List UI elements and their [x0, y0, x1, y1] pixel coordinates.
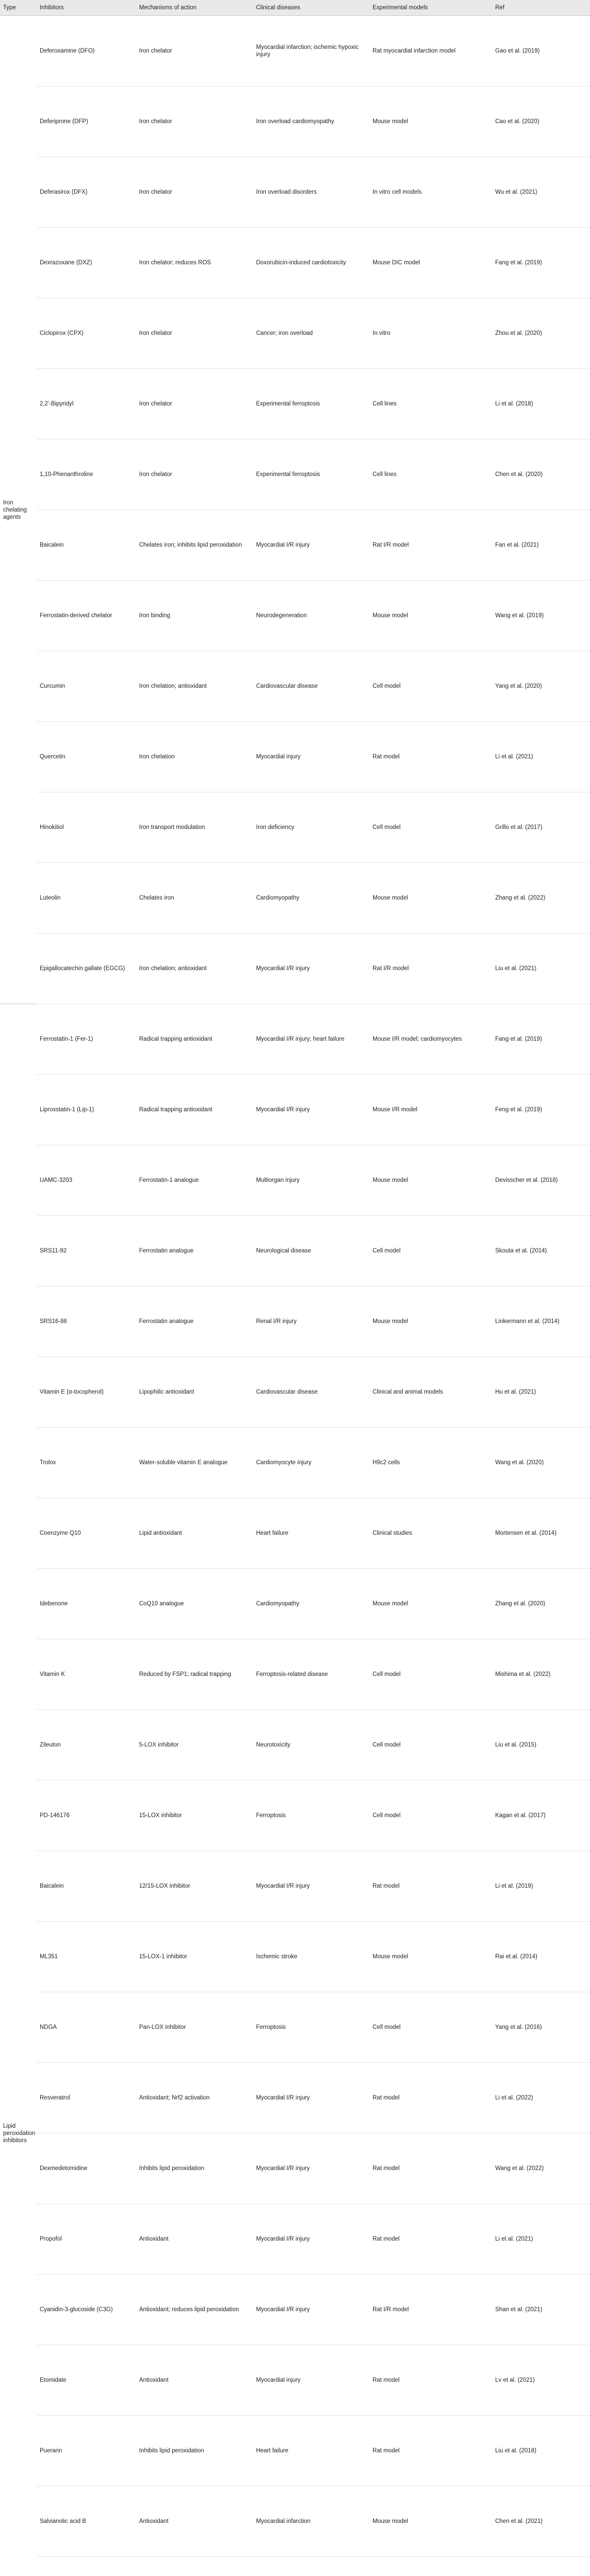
ref-cell: Fang et al. (2019) [492, 1004, 590, 1075]
model-cell: Rat I/R model [369, 510, 492, 581]
model-cell: Rat model [369, 2416, 492, 2486]
model-cell: Mouse model [369, 863, 492, 934]
table-row [0, 2133, 590, 2204]
ref-cell: Li et al. (2021) [492, 722, 590, 792]
inhibitor-cell: ML351 [37, 1922, 136, 1992]
disease-cell: Ferroptosis-related disease [253, 1639, 369, 1710]
ref-cell: Chen et al. (2021) [492, 2486, 590, 2557]
inhibitor-cell: Etomidate [37, 2345, 136, 2416]
inhibitor-cell: Vitamin E (α-tocopherol) [37, 1357, 136, 1428]
table-row [0, 1216, 590, 1286]
table-row [0, 1286, 590, 1357]
disease-cell: Cardiovascular disease [253, 651, 369, 722]
type-cell: Lipid peroxidation inhibitors [0, 1004, 37, 2576]
model-cell: Rat myocardial infarction model [369, 16, 492, 87]
table-row [0, 1004, 590, 1075]
inhibitor-cell: Vitamin K [37, 1639, 136, 1710]
mechanism-cell: Antioxidant [136, 2345, 253, 2416]
table-row [0, 439, 590, 510]
model-cell: Cell model [369, 792, 492, 863]
mechanism-cell [136, 2557, 253, 2576]
disease-cell: Myocardial I/R injury [253, 2275, 369, 2345]
ref-cell: Yang et al. (2020) [492, 651, 590, 722]
header-experimental-models: Experimental models [369, 0, 492, 16]
mechanism-cell: 12/15-LOX inhibitor [136, 1851, 253, 1922]
mechanism-cell: Lipophilic antioxidant [136, 1357, 253, 1428]
inhibitor-cell: Liproxstatin-1 (Lip-1) [37, 1075, 136, 1145]
model-cell: In vitro cell models [369, 157, 492, 228]
table-row [0, 298, 590, 369]
ref-cell: Skouta et al. (2014) [492, 1216, 590, 1286]
inhibitor-cell: Epigallocatechin gallate (EGCG) [37, 934, 136, 1004]
table-row [0, 2345, 590, 2416]
table-row [0, 863, 590, 934]
table-row [0, 1357, 590, 1428]
mechanism-cell: Iron binding [136, 581, 253, 651]
inhibitor-cell: Luteolin [37, 863, 136, 934]
inhibitor-cell: SRS16-86 [37, 1286, 136, 1357]
table-row [0, 1922, 590, 1992]
inhibitor-cell: Dexrazoxane (DXZ) [37, 228, 136, 298]
table-row [0, 1145, 590, 1216]
disease-cell: Neurodegeneration [253, 581, 369, 651]
disease-cell: Myocardial I/R injury [253, 934, 369, 1004]
ref-cell: Li et al. (2019) [492, 1851, 590, 1922]
table-row [0, 2557, 590, 2576]
inhibitor-cell: PD-146176 [37, 1781, 136, 1851]
table-row [0, 1498, 590, 1569]
model-cell: Clinical studies [369, 1498, 492, 1569]
header-type: Type [0, 0, 37, 16]
table-row [0, 792, 590, 863]
header-inhibitors: Inhibitors [37, 0, 136, 16]
disease-cell: Neurological disease [253, 1216, 369, 1286]
table-row [0, 1428, 590, 1498]
ref-cell: Wang et al. (2022) [492, 2133, 590, 2204]
disease-cell: Multiorgan injury [253, 1145, 369, 1216]
mechanism-cell: Antioxidant [136, 2486, 253, 2557]
mechanism-cell: Inhibits lipid peroxidation [136, 2133, 253, 2204]
disease-cell: Cancer; iron overload [253, 298, 369, 369]
disease-cell: Iron deficiency [253, 792, 369, 863]
mechanism-cell: 5-LOX inhibitor [136, 1710, 253, 1781]
mechanism-cell: Antioxidant; Nrf2 activation [136, 2063, 253, 2133]
disease-cell: Iron overload disorders [253, 157, 369, 228]
model-cell: Rat model [369, 722, 492, 792]
disease-cell: Cardiomyopathy [253, 863, 369, 934]
inhibitor-cell: Deferoxamine (DFO) [37, 16, 136, 87]
ref-cell: Zhou et al. (2020) [492, 298, 590, 369]
model-cell: Cell model [369, 1781, 492, 1851]
mechanism-cell: Pan-LOX inhibitor [136, 1992, 253, 2063]
table-row [0, 157, 590, 228]
mechanism-cell: Iron chelator [136, 439, 253, 510]
mechanism-cell: Ferrostatin-1 analogue [136, 1145, 253, 1216]
mechanism-cell: Ferrostatin analogue [136, 1216, 253, 1286]
model-cell: Mouse model [369, 2486, 492, 2557]
table-row [0, 1992, 590, 2063]
disease-cell: Myocardial injury [253, 722, 369, 792]
mechanism-cell: Iron transport modulation [136, 792, 253, 863]
disease-cell: Ischemic stroke [253, 1922, 369, 1992]
disease-cell: Myocardial infarction; ischemic hypoxic injury [253, 16, 369, 87]
inhibitor-cell: NDGA [37, 1992, 136, 2063]
ref-cell: Kagan et al. (2017) [492, 1781, 590, 1851]
model-cell: Rat I/R model [369, 934, 492, 1004]
disease-cell: Myocardial I/R injury [253, 2063, 369, 2133]
table-row [0, 2486, 590, 2557]
disease-cell: Myocardial I/R injury [253, 1075, 369, 1145]
model-cell: Rat model [369, 2063, 492, 2133]
mechanism-cell: Chelates iron [136, 863, 253, 934]
header-mechanisms: Mechanisms of action [136, 0, 253, 16]
inhibitor-cell: Baicalein [37, 1851, 136, 1922]
ref-cell: Yang et al. (2016) [492, 1992, 590, 2063]
model-cell [369, 2557, 492, 2576]
ref-cell: Liu et al. (2018) [492, 2416, 590, 2486]
header-clinical-diseases: Clinical diseases [253, 0, 369, 16]
disease-cell: Renal I/R injury [253, 1286, 369, 1357]
table-row [0, 581, 590, 651]
ref-cell: Chen et al. (2020) [492, 439, 590, 510]
ref-cell: Liu et al. (2021) [492, 934, 590, 1004]
mechanism-cell: Iron chelation [136, 722, 253, 792]
inhibitor-cell [37, 2557, 136, 2576]
disease-cell: Myocardial infarction [253, 2486, 369, 2557]
disease-cell: Neurotoxicity [253, 1710, 369, 1781]
ref-cell: Lv et al. (2021) [492, 2345, 590, 2416]
mechanism-cell: Iron chelator [136, 157, 253, 228]
mechanism-cell: Iron chelation; antioxidant [136, 934, 253, 1004]
inhibitor-cell: Ferrostatin-1 (Fer-1) [37, 1004, 136, 1075]
inhibitor-cell: Propofol [37, 2204, 136, 2275]
inhibitor-cell: Deferiprone (DFP) [37, 87, 136, 157]
model-cell: Cell model [369, 1216, 492, 1286]
model-cell: Rat model [369, 2204, 492, 2275]
table-row [0, 228, 590, 298]
disease-cell: Myocardial I/R injury [253, 2204, 369, 2275]
model-cell: In vitro [369, 298, 492, 369]
model-cell: Mouse model [369, 1145, 492, 1216]
mechanism-cell: 15-LOX inhibitor [136, 1781, 253, 1851]
model-cell: Rat model [369, 1851, 492, 1922]
inhibitor-cell: SRS11-92 [37, 1216, 136, 1286]
disease-cell: Cardiovascular disease [253, 1357, 369, 1428]
disease-cell: Ferroptosis [253, 1781, 369, 1851]
inhibitor-cell: Curcumin [37, 651, 136, 722]
table-row [0, 1851, 590, 1922]
ref-cell: Rai et al. (2014) [492, 1922, 590, 1992]
table-row [0, 510, 590, 581]
inhibitor-cell: Cyanidin-3-glucoside (C3G) [37, 2275, 136, 2345]
ref-cell: Linkermann et al. (2014) [492, 1286, 590, 1357]
ref-cell: Fan et al. (2021) [492, 510, 590, 581]
disease-cell: Myocardial I/R injury [253, 510, 369, 581]
model-cell: Mouse model [369, 87, 492, 157]
ref-cell: Zhang et al. (2022) [492, 863, 590, 934]
mechanism-cell: Inhibits lipid peroxidation [136, 2416, 253, 2486]
mechanism-cell: Reduced by FSP1; radical trapping [136, 1639, 253, 1710]
table-row [0, 2204, 590, 2275]
disease-cell: Myocardial injury [253, 2345, 369, 2416]
inhibitor-cell: UAMC-3203 [37, 1145, 136, 1216]
model-cell: Cell model [369, 651, 492, 722]
mechanism-cell: Iron chelator [136, 369, 253, 439]
mechanism-cell: CoQ10 analogue [136, 1569, 253, 1639]
inhibitor-cell: 2,2'-Bipyridyl [37, 369, 136, 439]
model-cell: Rat I/R model [369, 2275, 492, 2345]
disease-cell: Experimental ferroptosis [253, 439, 369, 510]
disease-cell: Experimental ferroptosis [253, 369, 369, 439]
inhibitor-cell: Resveratrol [37, 2063, 136, 2133]
table-row [0, 722, 590, 792]
inhibitor-cell: 1,10-Phenanthroline [37, 439, 136, 510]
disease-cell: Cardiomyocyte injury [253, 1428, 369, 1498]
ref-cell: Li et al. (2022) [492, 2063, 590, 2133]
model-cell: Cell model [369, 1639, 492, 1710]
model-cell: Mouse model [369, 1922, 492, 1992]
model-cell: Mouse model [369, 1286, 492, 1357]
disease-cell: Myocardial I/R injury; heart failure [253, 1004, 369, 1075]
model-cell: H9c2 cells [369, 1428, 492, 1498]
disease-cell: Heart failure [253, 1498, 369, 1569]
table-row [0, 87, 590, 157]
disease-cell: Ferroptosis [253, 1992, 369, 2063]
model-cell: Mouse model [369, 581, 492, 651]
ref-cell: Feng et al. (2019) [492, 1075, 590, 1145]
mechanism-cell: Water-soluble vitamin E analogue [136, 1428, 253, 1498]
ref-cell: Grillo et al. (2017) [492, 792, 590, 863]
table-row [0, 369, 590, 439]
mechanism-cell: Ferrostatin analogue [136, 1286, 253, 1357]
mechanism-cell: Chelates iron; inhibits lipid peroxidation [136, 510, 253, 581]
model-cell: Cell model [369, 1710, 492, 1781]
model-cell: Mouse DIC model [369, 228, 492, 298]
table-row [0, 1710, 590, 1781]
inhibitor-cell: Baicalein [37, 510, 136, 581]
ref-cell: Mishima et al. (2022) [492, 1639, 590, 1710]
ref-cell [492, 2557, 590, 2576]
inhibitor-cell: Hinokitiol [37, 792, 136, 863]
table-row [0, 2275, 590, 2345]
table-row [0, 934, 590, 1004]
ref-cell: Li et al. (2018) [492, 369, 590, 439]
ref-cell: Wang et al. (2019) [492, 581, 590, 651]
inhibitor-cell: Puerarin [37, 2416, 136, 2486]
ref-cell: Gao et al. (2019) [492, 16, 590, 87]
table-row [0, 16, 590, 87]
disease-cell [253, 2557, 369, 2576]
disease-cell: Heart failure [253, 2416, 369, 2486]
ref-cell: Liu et al. (2015) [492, 1710, 590, 1781]
model-cell: Cell model [369, 1992, 492, 2063]
mechanism-cell: 15-LOX-1 inhibitor [136, 1922, 253, 1992]
mechanism-cell: Iron chelator [136, 87, 253, 157]
table-row [0, 651, 590, 722]
table-row [0, 1075, 590, 1145]
inhibitor-cell: Deferasirox (DFX) [37, 157, 136, 228]
table-row [0, 1781, 590, 1851]
disease-cell: Iron overload cardiomyopathy [253, 87, 369, 157]
mechanism-cell: Radical trapping antioxidant [136, 1075, 253, 1145]
model-cell: Rat model [369, 2133, 492, 2204]
mechanism-cell: Antioxidant [136, 2204, 253, 2275]
ref-cell: Wang et al. (2020) [492, 1428, 590, 1498]
ref-cell: Fang et al. (2019) [492, 228, 590, 298]
model-cell: Rat model [369, 2345, 492, 2416]
model-cell: Clinical and animal models [369, 1357, 492, 1428]
ref-cell: Hu et al. (2021) [492, 1357, 590, 1428]
ref-cell: Li et al. (2021) [492, 2204, 590, 2275]
model-cell: Cell lines [369, 369, 492, 439]
table-row [0, 1569, 590, 1639]
model-cell: Mouse I/R model [369, 1075, 492, 1145]
inhibitor-cell: Idebenone [37, 1569, 136, 1639]
inhibitor-cell: Ciclopirox (CPX) [37, 298, 136, 369]
mechanism-cell: Iron chelator [136, 298, 253, 369]
inhibitor-cell: Ferrostatin-derived chelator [37, 581, 136, 651]
table-row [0, 1639, 590, 1710]
mechanism-cell: Iron chelation; antioxidant [136, 651, 253, 722]
model-cell: Mouse I/R model; cardiomyocytes [369, 1004, 492, 1075]
inhibitor-cell: Quercetin [37, 722, 136, 792]
disease-cell: Doxorubicin-induced cardiotoxicity [253, 228, 369, 298]
model-cell: Mouse model [369, 1569, 492, 1639]
header-ref: Ref [492, 0, 590, 16]
mechanism-cell: Lipid antioxidant [136, 1498, 253, 1569]
inhibitor-cell: Zileuton [37, 1710, 136, 1781]
inhibitor-cell: Trolox [37, 1428, 136, 1498]
mechanism-cell: Iron chelator; reduces ROS [136, 228, 253, 298]
table-row [0, 2063, 590, 2133]
mechanism-cell: Antioxidant; reduces lipid peroxidation [136, 2275, 253, 2345]
ref-cell: Mortensen et al. (2014) [492, 1498, 590, 1569]
ref-cell: Zhang et al. (2020) [492, 1569, 590, 1639]
ref-cell: Wu et al. (2021) [492, 157, 590, 228]
disease-cell: Myocardial I/R injury [253, 1851, 369, 1922]
model-cell: Cell lines [369, 439, 492, 510]
mechanism-cell: Radical trapping antioxidant [136, 1004, 253, 1075]
disease-cell: Cardiomyopathy [253, 1569, 369, 1639]
inhibitor-cell: Dexmedetomidine [37, 2133, 136, 2204]
ref-cell: Cao et al. (2020) [492, 87, 590, 157]
type-cell: Iron chelating agents [0, 16, 37, 1004]
disease-cell: Myocardial I/R injury [253, 2133, 369, 2204]
ref-cell: Devisscher et al. (2018) [492, 1145, 590, 1216]
mechanism-cell: Iron chelator [136, 16, 253, 87]
table-row [0, 2416, 590, 2486]
ref-cell: Shan et al. (2021) [492, 2275, 590, 2345]
inhibitor-cell: Coenzyme Q10 [37, 1498, 136, 1569]
inhibitor-cell: Salvianolic acid B [37, 2486, 136, 2557]
header-row [0, 0, 590, 16]
